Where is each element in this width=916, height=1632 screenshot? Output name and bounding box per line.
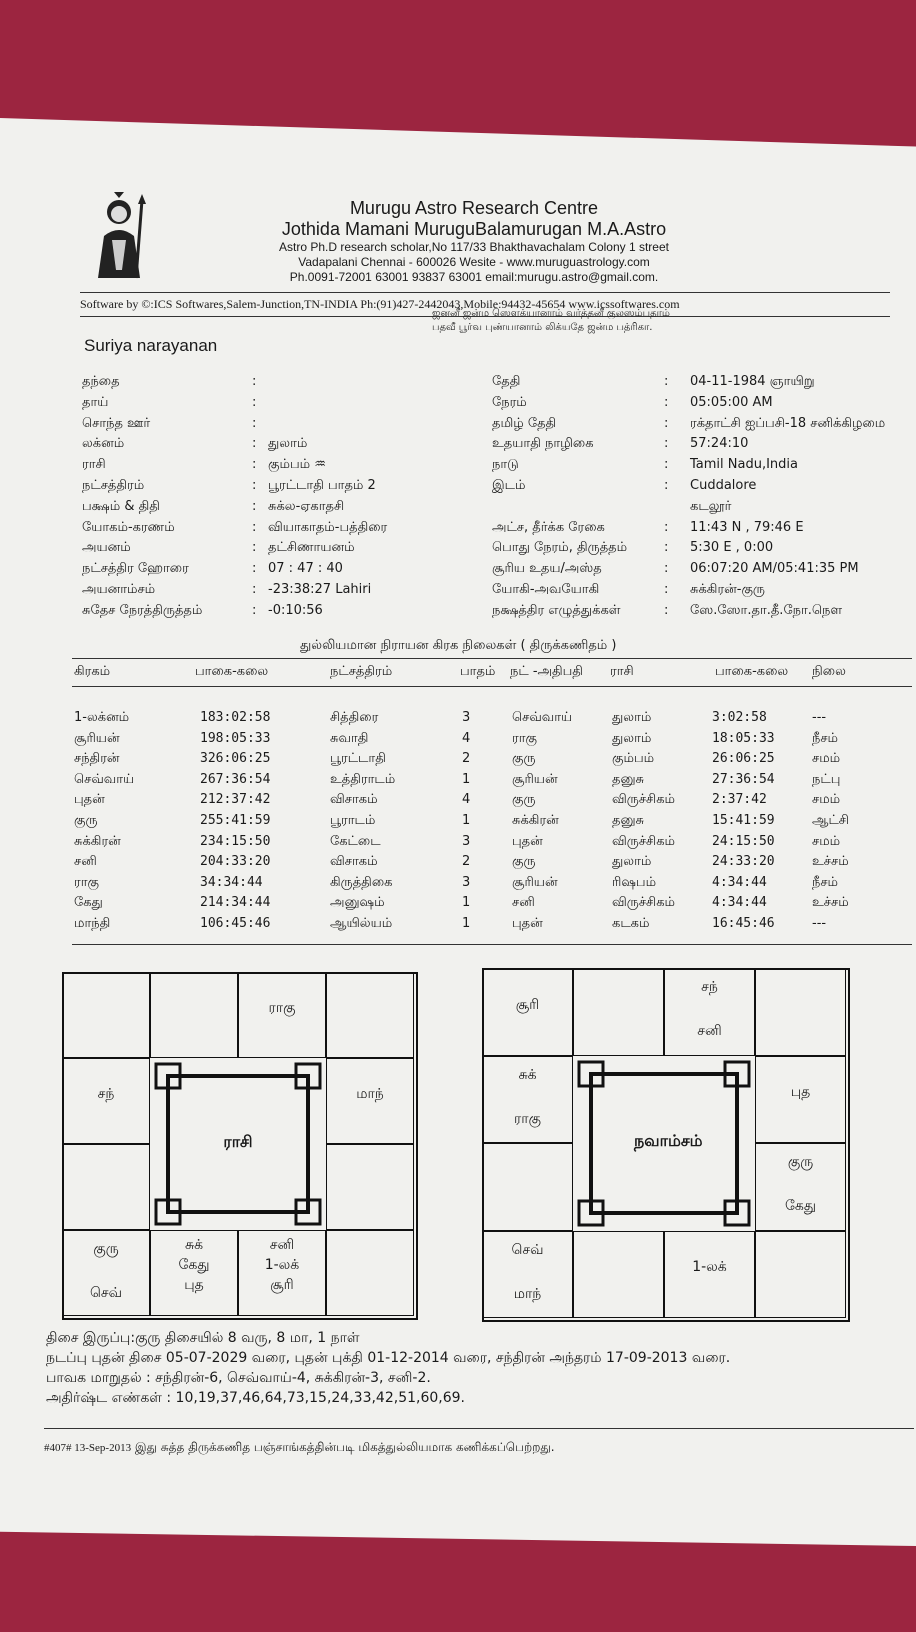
table-cell: சனி (74, 854, 97, 870)
house-aquarius (62, 1058, 150, 1144)
table-cell: நீசம் (812, 730, 838, 746)
planet-abbrev: மாந் (356, 1086, 384, 1102)
colon: : (664, 394, 669, 410)
table-row (0, 792, 916, 813)
table-cell: 24:15:50 (712, 833, 775, 849)
table-cell: 3 (462, 710, 471, 725)
dasa-info (46, 1328, 730, 1408)
colon: : (664, 374, 669, 389)
right-label: தமிழ் தேதி (492, 415, 557, 431)
table-cell: சுக்கிரன் (512, 813, 559, 828)
right-label: யோகி-அவயோகி (492, 581, 600, 597)
table-cell: சூரியன் (74, 730, 120, 746)
table-cell: தனுசு (612, 813, 645, 828)
table-cell: 1 (462, 771, 471, 787)
table-cell: சமம் (812, 751, 841, 767)
planet-abbrev: புத (790, 1084, 811, 1101)
house-scorpio (150, 1230, 238, 1316)
planet-abbrev: கேது (178, 1257, 210, 1273)
left-value: -23:38:27 Lahiri (268, 581, 372, 597)
table-row (0, 751, 916, 772)
table-cell: கிருத்திகை (330, 874, 393, 890)
house-sagittarius (62, 1230, 150, 1316)
table-cell: 2 (462, 751, 471, 767)
colon: : (252, 415, 257, 431)
table-cell: 204:33:20 (200, 854, 271, 870)
planet-abbrev: குரு (93, 1241, 119, 1257)
table-cell: 214:34:44 (200, 895, 271, 911)
house-virgo (755, 1231, 846, 1319)
contact-line: Ph.0091-72001 63001 93837 63001 email:murugu.astro@gmail.com. (289, 270, 659, 284)
left-value: சுக்ல-ஏகாதசி (268, 498, 345, 514)
planet-abbrev: மாந் (513, 1285, 542, 1302)
planet-abbrev: ராகு (514, 1110, 541, 1127)
planet-abbrev: கேது (784, 1198, 817, 1214)
planet-abbrev: 1-லக் (692, 1259, 727, 1276)
table-cell: செவ்வாய் (74, 771, 135, 787)
current-dasa: நடப்பு புதன் திசை 05-07-2029 வரை, புதன் புக்தி 01-12-2014 வரை, சந்திரன் அந்தரம் 17-09-2013 வரை. (46, 1350, 731, 1366)
table-cell: சித்திரை (330, 710, 379, 725)
house-pisces (62, 972, 150, 1058)
colon: : (252, 436, 257, 452)
table-row (0, 895, 916, 916)
table-bottom-rule (72, 944, 912, 945)
blessing-line-2: பதவீ பூர்வ புண்யானாம் லிக்யதே ஜன்ம பத்ரிகா. (432, 322, 653, 333)
right-value: கடலூர் (690, 498, 732, 514)
table-cell: செவ்வாய் (512, 710, 573, 725)
planet-abbrev: குரு (787, 1154, 814, 1170)
table-cell: கடகம் (612, 916, 650, 931)
table-cell: கேது (74, 895, 103, 911)
colon: : (664, 477, 669, 493)
table-cell: 15:41:59 (712, 813, 775, 828)
table-cell: உத்திராடம் (330, 771, 396, 787)
table-cell: சமம் (812, 833, 841, 849)
right-value: ரக்தாட்சி ஐப்பசி-18 சனிக்கிழமை (690, 415, 886, 431)
left-detail-labels (82, 372, 202, 622)
footer-text: இது சுத்த திருக்கணித பஞ்சாங்கத்தின்படி மிகத்துல்லியமாக கணிக்கப்பெற்றது. (134, 1440, 555, 1454)
house-aries (573, 968, 664, 1056)
planet-abbrev: சுக் (184, 1237, 204, 1253)
table-cell: புதன் (74, 792, 105, 808)
colon: : (664, 561, 669, 577)
table-cell: 16:45:46 (712, 916, 775, 931)
table-cell: 4:34:44 (712, 874, 767, 890)
colon: : (252, 602, 257, 618)
left-label: சுதேச நேரத்திருத்தம் (82, 602, 203, 618)
table-top-rule (72, 658, 912, 659)
dasa-balance: திசை இருப்பு:குரு திசையில் 8 வரு, 8 மா, 1 நாள் (46, 1330, 360, 1346)
table-cell: --- (812, 916, 827, 931)
colon: : (252, 498, 257, 514)
table-cell: 234:15:50 (200, 833, 271, 849)
planet-abbrev: புத (184, 1277, 204, 1293)
planet-abbrev: ராகு (268, 1000, 296, 1016)
table-cell: துலாம் (612, 854, 652, 870)
table-cell: 4 (462, 730, 471, 746)
left-value: வியாகாதம்-பத்திரை (268, 519, 388, 535)
planet-abbrev: சுக் (518, 1066, 537, 1083)
table-cell: புதன் (512, 916, 543, 931)
table-cell: கேட்டை (330, 833, 381, 849)
colon: : (252, 540, 257, 556)
table-row (0, 731, 916, 752)
right-value: ஸே.ஸோ.தா.தீ.நோ.நௌ (690, 602, 843, 618)
left-label: அயனம் (82, 540, 131, 556)
left-value: -0:10:56 (268, 602, 323, 618)
right-detail-values (690, 372, 885, 622)
table-cell: 24:33:20 (712, 854, 775, 870)
right-value: 11:43 N , 79:46 E (690, 519, 804, 535)
planet-abbrev: சனி (697, 1023, 722, 1039)
table-cell: 1 (462, 895, 471, 911)
table-cell: 198:05:33 (200, 730, 271, 746)
table-cell: புதன் (512, 833, 543, 849)
right-value: Tamil Nadu,India (690, 457, 798, 473)
table-cell: துலாம் (612, 730, 652, 746)
table-cell: 267:36:54 (200, 771, 271, 787)
left-label: தந்தை (82, 374, 120, 389)
left-detail-values (268, 372, 387, 622)
column-header: நிலை (812, 664, 846, 679)
table-row (0, 854, 916, 875)
table-cell: சூரியன் (512, 771, 558, 787)
house-cancer (755, 1056, 846, 1144)
right-label: அட்ச, தீர்க்க ரேகை (492, 519, 605, 535)
table-cell: 3 (462, 833, 471, 849)
left-value (268, 414, 387, 435)
footer-rule (44, 1428, 914, 1429)
left-label: சொந்த ஊர் (82, 415, 151, 431)
table-cell: உச்சம் (812, 895, 849, 911)
bhava-change: பாவக மாறுதல் : சந்திரன்-6, செவ்வாய்-4, சுக்கிரன்-3, சனி-2. (46, 1370, 431, 1386)
software-credit: Software by ©:ICS Softwares,Salem-Junction,TN-INDIA Ph:(91)427-2442043,Mobile:94432-45654 www.icssoftwares.com (80, 292, 890, 317)
left-detail-colons (252, 372, 256, 622)
table-cell: ராகு (512, 730, 537, 746)
right-detail-labels (492, 372, 627, 622)
table-cell: உச்சம் (812, 854, 849, 870)
address-line-2: Vadapalani Chennai - 600026 Wesite - www.muruguastrology.com (298, 255, 650, 269)
house-taurus (238, 972, 326, 1058)
table-cell: ஆயில்யம் (330, 916, 393, 931)
table-row (0, 772, 916, 793)
table-cell: விருச்சிகம் (612, 833, 675, 849)
table-cell: தனுசு (612, 771, 645, 787)
left-label: நட்சத்திரம் (82, 477, 145, 493)
address-line-1: Astro Ph.D research scholar,No 117/33 Bhakthavachalam Colony 1 street (279, 240, 669, 254)
house-gemini (326, 972, 414, 1058)
table-cell: நீசம் (812, 874, 838, 890)
planet-abbrev: சந் (97, 1086, 115, 1102)
colon: : (664, 457, 669, 473)
chart-center-label: ராசி (223, 1132, 253, 1151)
house-leo (755, 1143, 846, 1231)
footer (44, 1440, 555, 1456)
colon: : (252, 477, 257, 493)
column-header: கிரகம் (74, 664, 111, 679)
table-cell: 27:36:54 (712, 771, 775, 787)
planet-abbrev: சந் (701, 979, 718, 995)
house-gemini (755, 968, 846, 1056)
right-label: உதயாதி நாழிகை (492, 436, 594, 452)
left-label: நட்சத்திர ஹோரை (82, 561, 189, 577)
lucky-numbers: அதிர்ஷ்ட எண்கள் : 10,19,37,46,64,73,15,24,33,42,51,60,69. (46, 1390, 465, 1406)
astrologer-name: Jothida Mamani MuruguBalamurugan M.A.Astro (281, 219, 667, 239)
table-cell: 34:34:44 (200, 874, 263, 890)
table-header-rule (72, 686, 912, 687)
planet-abbrev: செவ் (511, 1241, 544, 1258)
house-libra (238, 1230, 326, 1316)
colon: : (664, 581, 669, 597)
right-value: Cuddalore (690, 477, 757, 493)
table-cell: 18:05:33 (712, 730, 775, 746)
colon: : (252, 394, 257, 410)
house-scorpio (573, 1231, 664, 1319)
table-cell: மாந்தி (74, 916, 111, 931)
table-cell: 255:41:59 (200, 813, 271, 828)
house-capricorn (482, 1143, 573, 1231)
colon: : (252, 519, 257, 535)
table-cell: துலாம் (612, 710, 652, 725)
house-taurus (664, 968, 755, 1056)
right-value: 05:05:00 AM (690, 394, 773, 410)
table-cell: சமம் (812, 792, 841, 808)
left-value: 07 : 47 : 40 (268, 561, 343, 577)
colon: : (664, 602, 669, 618)
right-value: 04-11-1984 ஞாயிறு (690, 374, 815, 389)
planet-abbrev: செவ் (89, 1285, 123, 1301)
colon: : (252, 457, 257, 473)
planet-table-title: துல்லியமான நிராயன கிரக நிலைகள் ( திருக்கணிதம் ) (300, 638, 617, 653)
chart-center-label: நவாம்சம் (634, 1131, 703, 1150)
house-capricorn (62, 1144, 150, 1230)
colon: : (664, 415, 669, 431)
table-cell: 3:02:58 (712, 710, 767, 725)
left-label: தாய் (82, 394, 109, 410)
colon: : (664, 436, 669, 452)
table-cell: ராகு (74, 874, 99, 890)
table-cell: குரு (512, 854, 536, 870)
table-cell: 26:06:25 (712, 751, 775, 767)
house-aries (150, 972, 238, 1058)
table-cell: --- (812, 710, 827, 725)
table-cell: ஆட்சி (812, 813, 849, 828)
table-row (0, 710, 916, 731)
left-label: பக்ஷம் & திதி (82, 498, 160, 514)
right-value: 06:07:20 AM/05:41:35 PM (690, 561, 859, 577)
table-cell: 212:37:42 (200, 792, 271, 808)
planet-abbrev: சூரி (515, 996, 540, 1013)
colon: : (664, 540, 669, 556)
column-header: பாதம் (460, 664, 496, 679)
left-value: கும்பம் ♒ (268, 457, 326, 473)
table-cell: பூராடம் (330, 813, 376, 828)
table-cell: சந்திரன் (74, 751, 120, 767)
right-label: நாடு (492, 457, 519, 473)
planet-abbrev: சனி (269, 1237, 295, 1253)
table-cell: சுவாதி (330, 730, 369, 746)
table-cell: நட்பு (812, 771, 841, 787)
table-cell: விருச்சிகம் (612, 895, 675, 911)
left-value: பூரட்டாதி பாதம் 2 (268, 477, 376, 493)
table-cell: கும்பம் (612, 751, 655, 767)
right-label: தேதி (492, 374, 521, 389)
left-label: யோகம்-கரணம் (82, 519, 175, 535)
right-value: சுக்கிரன்-குரு (690, 581, 765, 597)
table-cell: அனுஷம் (330, 895, 385, 911)
right-label: இடம் (492, 477, 526, 493)
left-label: அயனாம்சம் (82, 581, 156, 597)
house-leo (326, 1144, 414, 1230)
column-header: நட்சத்திரம் (330, 664, 393, 679)
planet-abbrev: 1-லக் (264, 1257, 300, 1273)
right-label: நேரம் (492, 394, 527, 410)
right-value: 57:24:10 (690, 436, 749, 452)
table-cell: 106:45:46 (200, 916, 271, 931)
right-detail-colons (664, 372, 668, 622)
left-value: துலாம் (268, 436, 308, 452)
right-value: 5:30 E , 0:00 (690, 540, 774, 556)
table-cell: சூரியன் (512, 874, 558, 890)
house-cancer (326, 1058, 414, 1144)
table-row (0, 916, 916, 937)
house-virgo (326, 1230, 414, 1316)
table-cell: சுக்கிரன் (74, 833, 121, 849)
house-pisces (482, 968, 573, 1056)
column-header: நட் -அதிபதி (510, 664, 583, 679)
left-value (268, 372, 387, 393)
footer-code: #407# 13-Sep-2013 (44, 1442, 132, 1454)
table-cell: விசாகம் (330, 792, 378, 808)
table-cell: குரு (512, 792, 536, 808)
right-label (492, 497, 627, 518)
right-label: சூரிய உதய/அஸ்த (492, 561, 602, 577)
colon: : (252, 561, 257, 577)
left-label: ராசி (82, 457, 106, 473)
table-cell: ரிஷபம் (612, 874, 657, 890)
table-cell: 1 (462, 813, 471, 828)
left-label: லக்னம் (82, 436, 125, 452)
table-row (0, 834, 916, 855)
blessing-line-1: ஜனனீ ஜன்ம ஸௌக்யானாம் வர்த்தனீ குலஸம்பதாம் (432, 308, 670, 319)
column-header: பாகை-கலை (195, 664, 269, 679)
table-cell: 4:34:44 (712, 895, 767, 911)
colon: : (252, 581, 257, 597)
table-cell: விருச்சிகம் (612, 792, 675, 808)
table-cell: 183:02:58 (200, 710, 271, 725)
table-cell: 326:06:25 (200, 751, 271, 767)
house-aquarius (482, 1056, 573, 1144)
table-row (0, 875, 916, 896)
right-label: பொது நேரம், திருத்தம் (492, 540, 628, 556)
table-cell: பூரட்டாதி (330, 751, 386, 767)
table-cell: 1-லக்னம் (74, 710, 130, 725)
column-header: ராசி (610, 664, 634, 679)
table-cell: 1 (462, 916, 471, 931)
house-libra (664, 1231, 755, 1319)
person-name: Suriya narayanan (84, 336, 218, 355)
colon (664, 497, 668, 518)
table-row (0, 813, 916, 834)
table-cell: விசாகம் (330, 854, 378, 870)
table-cell: 2:37:42 (712, 792, 767, 808)
colon: : (252, 374, 257, 389)
right-label: நக்ஷத்திர எழுத்துக்கள் (492, 602, 621, 618)
table-cell: 2 (462, 854, 471, 870)
table-cell: குரு (512, 751, 536, 767)
colon: : (664, 519, 669, 535)
table-cell: சனி (512, 895, 535, 911)
column-header: பாகை-கலை (715, 664, 789, 679)
table-cell: 4 (462, 792, 471, 808)
table-cell: 3 (462, 874, 471, 890)
planet-abbrev: சூரி (270, 1277, 294, 1293)
centre-name: Murugu Astro Research Centre (349, 198, 599, 218)
house-sagittarius (482, 1231, 573, 1319)
table-cell: குரு (74, 813, 98, 828)
left-value (268, 393, 387, 414)
left-value: தட்சிணாயனம் (268, 540, 355, 556)
